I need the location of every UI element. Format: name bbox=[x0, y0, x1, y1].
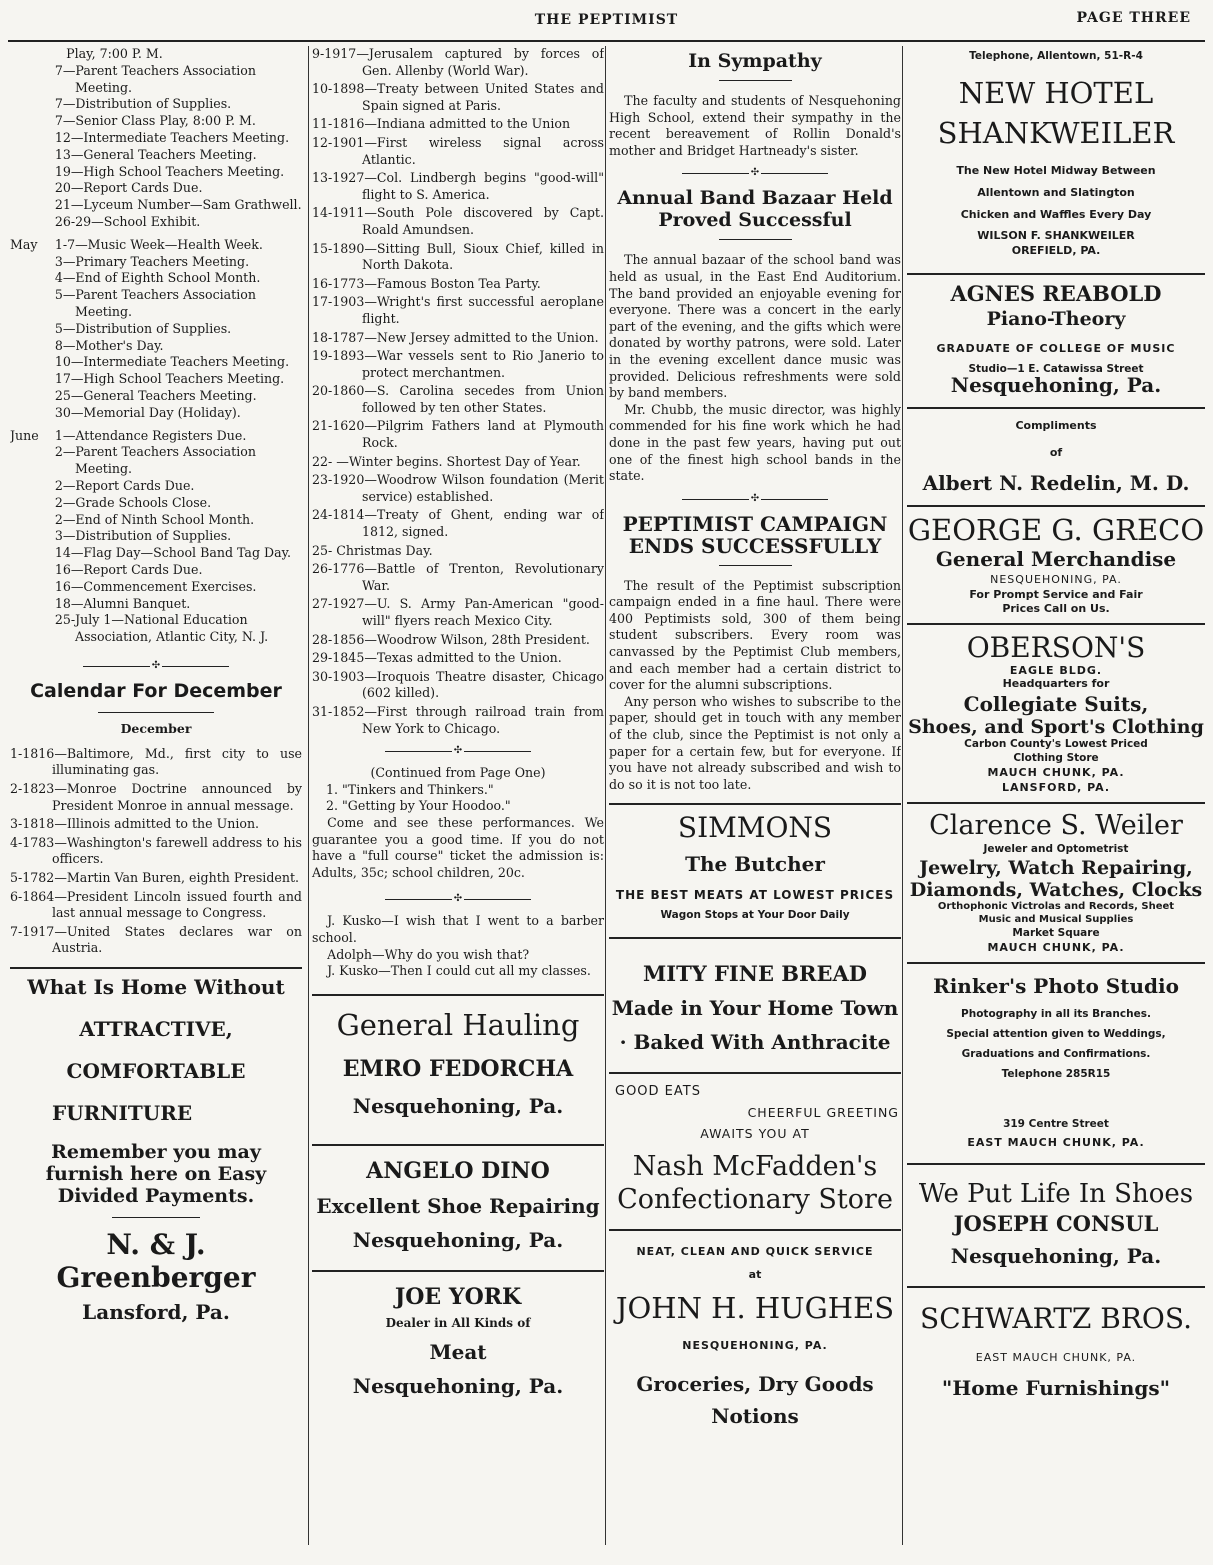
calendar-event: 25—General Teachers Meeting. bbox=[54, 387, 257, 403]
calendar-event: 1—Attendance Registers Due. bbox=[54, 427, 247, 443]
calendar-month bbox=[10, 321, 46, 338]
calendar-entry bbox=[10, 388, 302, 405]
page-header bbox=[8, 0, 1205, 42]
calendar-event: 20—Report Cards Due. bbox=[54, 180, 203, 196]
calendar-entry bbox=[10, 147, 302, 164]
paragraph: The result of the Peptimist subscription campaign ended in a fine haul. There were 400 Peptimists sold, 300 of them being student subscribers. Every room was canvassed by the Peptimist Club members, and each member had a certain district to cover for the alumni subscriptions. bbox=[609, 577, 901, 693]
ad-line: at bbox=[748, 1268, 762, 1282]
calendar-month bbox=[10, 612, 46, 646]
divider bbox=[312, 994, 604, 996]
ad-business-name: Albert N. Redelin, M. D. bbox=[922, 471, 1190, 495]
divider bbox=[609, 937, 901, 939]
calendar-entry bbox=[10, 130, 302, 147]
divider bbox=[907, 962, 1205, 964]
divider bbox=[719, 239, 792, 240]
history-entry: 1-1816—Baltimore, Md., first city to use illuminating gas. bbox=[10, 745, 302, 778]
calendar-event: 25-July 1—National Education Association, Atlantic City, N. J. bbox=[54, 612, 269, 645]
ad-line: GRADUATE OF COLLEGE OF MUSIC bbox=[936, 342, 1176, 355]
divider bbox=[609, 803, 901, 805]
ad-line: Telephone 285R15 bbox=[1001, 1068, 1111, 1080]
calendar-entry bbox=[10, 579, 302, 596]
ad-business-name: JOSEPH CONSUL bbox=[953, 1211, 1159, 1236]
divider bbox=[907, 273, 1205, 275]
ad-line: Nesquehoning, Pa. bbox=[950, 373, 1162, 397]
paragraph: The faculty and students of Nesquehoning High School, extend their sympathy in the recent bereavement of Rollin Donald's mother and Bridget Hartneady's sister. bbox=[609, 93, 901, 158]
school-calendar-april bbox=[10, 46, 302, 231]
calendar-event: 16—Commencement Exercises. bbox=[54, 578, 257, 594]
ad-line: Special attention given to Weddings, bbox=[946, 1028, 1166, 1040]
ad-line: 319 Centre Street bbox=[1003, 1118, 1109, 1130]
calendar-entry bbox=[10, 528, 302, 545]
ad-business-name: JOHN H. HUGHES bbox=[615, 1291, 895, 1326]
joke bbox=[312, 913, 604, 979]
ad-line: of bbox=[1049, 446, 1063, 459]
calendar-event: 5—Distribution of Supplies. bbox=[54, 320, 232, 336]
calendar-month bbox=[10, 46, 46, 63]
divider bbox=[907, 802, 1205, 804]
ad-line: General Merchandise bbox=[935, 547, 1177, 571]
history-entry: 5-1782—Martin Van Buren, eighth President. bbox=[10, 870, 300, 886]
calendar-month bbox=[10, 63, 46, 97]
calendar-event: 7—Senior Class Play, 8:00 P. M. bbox=[54, 113, 256, 129]
history-entry: 20-1860—S. Carolina secedes from Union followed by ten other States. bbox=[312, 383, 604, 415]
calendar-entry bbox=[10, 545, 302, 562]
divider bbox=[907, 623, 1205, 625]
continued-head: (Continued from Page One) bbox=[370, 765, 546, 781]
ad-line: Shoes, and Sport's Clothing bbox=[908, 716, 1204, 738]
history-entry: 26-1776—Battle of Trenton, Revolutionary War. bbox=[312, 561, 604, 593]
calendar-entry bbox=[10, 254, 302, 271]
ad-business-name: MITY FINE BREAD bbox=[643, 961, 867, 987]
ad-fedorcha bbox=[312, 1008, 604, 1118]
history-entry: 13-1927—Col. Lindbergh begins "good-will" flight to S. America. bbox=[312, 170, 604, 202]
paragraph: Come and see these performances. We guarantee you a good time. If you do not have a "full course" ticket the admission is: Adults, 35c; school children, 20c. bbox=[312, 814, 604, 880]
ad-line: Carbon County's Lowest Priced bbox=[964, 738, 1148, 750]
ad-business-name: JOE YORK bbox=[394, 1283, 522, 1310]
calendar-month bbox=[10, 512, 46, 529]
calendar-event: 2—Parent Teachers Association Meeting. bbox=[54, 444, 256, 477]
ad-line: Nesquehoning, Pa. bbox=[352, 1227, 564, 1252]
calendar-entry bbox=[10, 237, 302, 254]
calendar-event: 4—End of Eighth School Month. bbox=[54, 270, 261, 286]
article-campaign bbox=[609, 513, 901, 794]
calendar-event: 12—Intermediate Teachers Meeting. bbox=[54, 129, 290, 145]
paragraph: Mr. Chubb, the music director, was highly commended for his fine work which he had done in the past few years, having put out one of the finest high school bands in the state. bbox=[609, 401, 901, 484]
divider bbox=[98, 712, 215, 713]
calendar-event: 3—Distribution of Supplies. bbox=[54, 528, 232, 544]
divider bbox=[907, 407, 1205, 409]
calendar-month bbox=[10, 130, 46, 147]
calendar-event: 7—Parent Teachers Association Meeting. bbox=[54, 62, 256, 95]
history-entry: 23-1920—Woodrow Wilson foundation (Merit service) established. bbox=[312, 472, 604, 504]
calendar-entry bbox=[10, 180, 302, 197]
ad-line: Piano-Theory bbox=[986, 308, 1126, 330]
paragraph: J. Kusko—I wish that I went to a barber school. bbox=[312, 913, 604, 945]
ad-greco bbox=[907, 513, 1205, 615]
calendar-event: 7—Distribution of Supplies. bbox=[54, 96, 232, 112]
column-3 bbox=[605, 46, 901, 1545]
history-entry: 14-1911—South Pole discovered by Capt. Roald Amundsen. bbox=[312, 205, 604, 237]
calendar-month bbox=[10, 214, 46, 231]
text-line: 1. "Tinkers and Thinkers." bbox=[326, 781, 494, 797]
ad-line: Lansford, Pa. bbox=[82, 1300, 230, 1325]
ad-slogan: We Put Life In Shoes bbox=[918, 1179, 1194, 1209]
calendar-event: 2—End of Ninth School Month. bbox=[54, 511, 255, 527]
ad-greenberger bbox=[10, 975, 302, 1324]
ad-line: Jewelry, Watch Repairing, bbox=[919, 857, 1193, 879]
calendar-event: 21—Lyceum Number—Sam Grathwell. bbox=[54, 197, 302, 213]
calendar-event: 2—Grade Schools Close. bbox=[54, 494, 212, 510]
calendar-month bbox=[10, 164, 46, 181]
ad-bread bbox=[609, 961, 901, 1054]
calendar-entry bbox=[10, 197, 302, 214]
ad-line: Graduations and Confirmations. bbox=[961, 1048, 1151, 1060]
ad-rinker bbox=[907, 974, 1205, 1149]
ad-line: LANSFORD, PA. bbox=[1001, 781, 1111, 794]
december-history-list bbox=[10, 746, 302, 957]
calendar-entry bbox=[10, 321, 302, 338]
calendar-month bbox=[10, 113, 46, 130]
calendar-event: 5—Parent Teachers Association Meeting. bbox=[54, 287, 256, 319]
ad-business-name: Nash McFadden's bbox=[632, 1151, 878, 1183]
ad-business-name: Clarence S. Weiler bbox=[929, 810, 1183, 841]
ad-york bbox=[312, 1284, 604, 1398]
ad-line: AWAITS YOU AT bbox=[700, 1126, 810, 1142]
ad-business-name: GEORGE G. GRECO bbox=[907, 513, 1205, 547]
ad-line: Remember you may furnish here on Easy Divided Payments. bbox=[45, 1141, 267, 1208]
school-calendar-june bbox=[10, 428, 302, 646]
column-4 bbox=[902, 46, 1205, 1545]
history-entry: 31-1852—First through railroad train from New York to Chicago. bbox=[312, 703, 604, 736]
calendar-entry bbox=[10, 63, 302, 97]
calendar-event: 13—General Teachers Meeting. bbox=[54, 146, 257, 162]
divider bbox=[10, 967, 302, 969]
history-entry: 16-1773—Famous Boston Tea Party. bbox=[312, 275, 541, 291]
calendar-entry bbox=[10, 338, 302, 355]
calendar-month bbox=[10, 180, 46, 197]
calendar-event: 10—Intermediate Teachers Meeting. bbox=[54, 354, 290, 370]
column-2 bbox=[308, 46, 604, 1545]
divider bbox=[112, 1217, 200, 1218]
history-entry: 10-1898—Treaty between United States and Spain signed at Paris. bbox=[312, 81, 604, 113]
calendar-entry bbox=[10, 46, 302, 63]
ad-line: The Butcher bbox=[685, 852, 825, 877]
ad-line: NESQUEHONING, PA. bbox=[990, 573, 1122, 586]
ad-line: GOOD EATS bbox=[615, 1084, 701, 1100]
calendar-month bbox=[10, 545, 46, 562]
divider bbox=[907, 505, 1205, 507]
calendar-event: 1-7—Music Week—Health Week. bbox=[54, 236, 263, 252]
history-entry: 12-1901—First wireless signal across Atlantic. bbox=[312, 134, 604, 167]
calendar-event: 16—Report Cards Due. bbox=[54, 561, 203, 577]
calendar-month bbox=[10, 388, 46, 405]
history-entry: 15-1890—Sitting Bull, Sioux Chief, killed in North Dakota. bbox=[312, 240, 604, 273]
calendar-entry bbox=[10, 214, 302, 231]
ad-line: Wagon Stops at Your Door Daily bbox=[660, 909, 850, 922]
ad-line: The New Hotel Midway Between bbox=[956, 164, 1156, 177]
calendar-event: 14—Flag Day—School Band Tag Day. bbox=[54, 545, 292, 561]
ad-line: Excellent Shoe Repairing bbox=[316, 1193, 600, 1218]
ad-line: Market Square bbox=[1012, 927, 1100, 939]
calendar-entry bbox=[10, 405, 302, 422]
history-entry: 3-1818—Illinois admitted to the Union. bbox=[10, 816, 260, 832]
ad-business-name: AGNES REABOLD bbox=[950, 281, 1162, 306]
ad-line: Compliments bbox=[1015, 419, 1097, 432]
divider bbox=[609, 1072, 901, 1074]
calendar-month bbox=[10, 495, 46, 512]
ad-line: NEAT, CLEAN AND QUICK SERVICE bbox=[636, 1245, 874, 1259]
calendar-month bbox=[10, 338, 46, 355]
calendar-month: May bbox=[10, 236, 38, 252]
history-entry: 24-1814—Treaty of Ghent, ending war of 1812, signed. bbox=[312, 507, 604, 540]
ad-business-name: N. & J. Greenberger bbox=[56, 1228, 256, 1295]
ad-business-name: SCHWARTZ BROS. bbox=[920, 1302, 1192, 1335]
calendar-month bbox=[10, 287, 46, 321]
ad-business-name: SHANKWEILER bbox=[937, 116, 1175, 150]
history-entry: 11-1816—Indiana admitted to the Union bbox=[312, 116, 571, 132]
ad-slogan: "Home Furnishings" bbox=[941, 1376, 1171, 1400]
ad-line: WILSON F. SHANKWEILER bbox=[977, 229, 1135, 242]
calendar-entry bbox=[10, 354, 302, 371]
calendar-month bbox=[10, 405, 46, 422]
calendar-month bbox=[10, 579, 46, 596]
divider bbox=[312, 1270, 604, 1272]
ad-oberson bbox=[907, 631, 1205, 794]
ad-reabold bbox=[907, 281, 1205, 397]
calendar-month bbox=[10, 197, 46, 214]
calendar-event: 2—Report Cards Due. bbox=[54, 477, 195, 493]
calendar-entry bbox=[10, 444, 302, 478]
ad-line: Allentown and Slatington bbox=[977, 186, 1135, 199]
calendar-event: Play, 7:00 P. M. bbox=[66, 46, 163, 61]
calendar-entry bbox=[10, 596, 302, 613]
ad-schwartz bbox=[907, 1302, 1205, 1400]
ad-line: Telephone, Allentown, 51-R-4 bbox=[969, 50, 1143, 62]
ad-line: Confectionary Store bbox=[617, 1184, 893, 1216]
history-entry: 30-1903—Iroquois Theatre disaster, Chicago (602 killed). bbox=[312, 668, 604, 701]
calendar-month bbox=[10, 371, 46, 388]
calendar-month bbox=[10, 254, 46, 271]
december-subhead: December bbox=[120, 720, 192, 736]
ad-line: Meat bbox=[429, 1339, 487, 1364]
paragraph: Adolph—Why do you wish that? bbox=[327, 946, 530, 962]
ad-line: COMFORTABLE bbox=[66, 1059, 246, 1084]
calendar-event: 17—High School Teachers Meeting. bbox=[54, 371, 285, 387]
history-entry: 7-1917—United States declares war on Austria. bbox=[10, 923, 302, 956]
ad-line: MAUCH CHUNK, PA. bbox=[987, 941, 1125, 954]
calendar-month bbox=[10, 270, 46, 287]
ad-line: Photography in all its Branches. bbox=[961, 1008, 1151, 1020]
ad-shankweiler bbox=[907, 50, 1205, 257]
calendar-event: 18—Alumni Banquet. bbox=[54, 595, 191, 611]
december-calendar-title: Calendar For December bbox=[30, 679, 282, 702]
ad-line: Clothing Store bbox=[1013, 752, 1099, 764]
calendar-month bbox=[10, 562, 46, 579]
ad-line: EAST MAUCH CHUNK, PA. bbox=[975, 1351, 1137, 1364]
calendar-entry bbox=[10, 270, 302, 287]
ad-line: ATTRACTIVE, bbox=[79, 1017, 233, 1042]
ad-line: FURNITURE bbox=[52, 1101, 193, 1126]
divider bbox=[907, 1163, 1205, 1165]
ad-line: Nesquehoning, Pa. bbox=[352, 1373, 564, 1398]
ad-redelin bbox=[907, 419, 1205, 495]
calendar-entry bbox=[10, 512, 302, 529]
history-entry: 25- Christmas Day. bbox=[312, 542, 433, 558]
calendar-entry bbox=[10, 495, 302, 512]
history-entry: 22- —Winter begins. Shortest Day of Year. bbox=[312, 453, 581, 469]
ad-line: Music and Musical Supplies bbox=[978, 914, 1134, 925]
ad-line: THE BEST MEATS AT LOWEST PRICES bbox=[615, 888, 895, 903]
ad-line: Dealer in All Kinds of bbox=[385, 1315, 531, 1330]
ad-consul bbox=[907, 1179, 1205, 1268]
ad-line: Made in Your Home Town bbox=[611, 996, 899, 1021]
history-entry: 27-1927—U. S. Army Pan-American "good-will" flyers reach Mexico City. bbox=[312, 596, 604, 628]
calendar-entry bbox=[10, 478, 302, 495]
article-headline: PEPTIMIST CAMPAIGN ENDS SUCCESSFULLY bbox=[622, 511, 888, 558]
history-entry: 9-1917—Jerusalem captured by forces of Gen. Allenby (World War). bbox=[312, 46, 604, 78]
calendar-event: 26-29—School Exhibit. bbox=[54, 213, 201, 229]
paragraph: Any person who wishes to subscribe to the paper, should get in touch with any member of the club, since the Peptimist is not only a paper for a certain few, but for everyone. If you have not already subscribed and wish to do so it is not too late. bbox=[609, 693, 901, 792]
calendar-month bbox=[10, 596, 46, 613]
calendar-month bbox=[10, 444, 46, 478]
ad-line: Jeweler and Optometrist bbox=[983, 843, 1129, 855]
ad-line: Nesquehoning, Pa. bbox=[950, 1244, 1162, 1268]
ad-line: Studio—1 E. Catawissa Street bbox=[968, 363, 1144, 375]
history-entry: 2-1823—Monroe Doctrine announced by President Monroe in annual message. bbox=[10, 781, 302, 813]
calendar-event: 30—Memorial Day (Holiday). bbox=[54, 404, 241, 420]
december-history-continued bbox=[312, 46, 604, 737]
history-entry: 28-1856—Woodrow Wilson, 28th President. bbox=[312, 631, 590, 647]
ad-business-name: OBERSON'S bbox=[966, 631, 1146, 664]
ad-business-name: NEW HOTEL bbox=[958, 76, 1154, 110]
ad-business-type: General Hauling bbox=[336, 1007, 580, 1042]
ad-line: For Prompt Service and Fair bbox=[969, 588, 1143, 601]
column-1 bbox=[10, 46, 302, 1545]
calendar-month bbox=[10, 96, 46, 113]
calendar-entry bbox=[10, 428, 302, 445]
calendar-entry bbox=[10, 562, 302, 579]
ad-business-name: Rinker's Photo Studio bbox=[933, 974, 1179, 998]
calendar-entry bbox=[10, 113, 302, 130]
history-entry: 18-1787—New Jersey admitted to the Union. bbox=[312, 329, 599, 345]
divider: ✣ bbox=[10, 660, 302, 672]
ad-hughes bbox=[609, 1245, 901, 1428]
ad-line: Chicken and Waffles Every Day bbox=[960, 208, 1152, 221]
ad-line: NESQUEHONING, PA. bbox=[682, 1339, 828, 1353]
ad-line: Nesquehoning, Pa. bbox=[352, 1093, 564, 1118]
divider: ✣ bbox=[312, 893, 604, 905]
newspaper-title: THE PEPTIMIST bbox=[534, 12, 679, 28]
calendar-month bbox=[10, 528, 46, 545]
ad-line: Prices Call on Us. bbox=[1002, 602, 1110, 615]
calendar-month bbox=[10, 478, 46, 495]
calendar-month: June bbox=[10, 427, 39, 443]
history-entry: 4-1783—Washington's farewell address to his officers. bbox=[10, 834, 302, 867]
ad-line: EAGLE BLDG. bbox=[1009, 664, 1103, 677]
history-entry: 29-1845—Texas admitted to the Union. bbox=[312, 650, 562, 666]
calendar-event: 8—Mother's Day. bbox=[54, 337, 164, 353]
history-entry: 17-1903—Wright's first successful aeroplane flight. bbox=[312, 294, 604, 326]
paragraph: J. Kusko—Then I could cut all my classes. bbox=[327, 963, 591, 979]
ad-line: EAST MAUCH CHUNK, PA. bbox=[967, 1136, 1145, 1149]
ad-nash-mcfadden bbox=[609, 1084, 901, 1215]
calendar-event: 19—High School Teachers Meeting. bbox=[54, 163, 285, 179]
history-entry: 6-1864—President Lincoln issued fourth and last annual message to Congress. bbox=[10, 888, 302, 921]
calendar-entry bbox=[10, 164, 302, 181]
ad-line: Orthophonic Victrolas and Records, Sheet bbox=[937, 901, 1175, 912]
ad-dino bbox=[312, 1158, 604, 1252]
divider bbox=[719, 565, 792, 566]
history-entry: 19-1893—War vessels sent to Rio Janerio to protect merchantmen. bbox=[312, 348, 604, 380]
paragraph: The annual bazaar of the school band was held as usual, in the East End Auditorium. The band provided an enjoyable evening for everyone. There was a concert in the early part of the evening, and the gifts which were donated by worthy patrons, were sold. Later in the evening excellent dance music was provided. Delicious refreshments were sold by band members. bbox=[609, 252, 901, 401]
divider bbox=[312, 1144, 604, 1146]
ad-line: CHEERFUL GREETING bbox=[747, 1105, 899, 1121]
text-line: 2. "Getting by Your Hoodoo." bbox=[326, 798, 511, 814]
school-calendar-may bbox=[10, 237, 302, 422]
divider bbox=[719, 80, 792, 81]
divider: ✣ bbox=[609, 493, 901, 505]
ad-line: Diamonds, Watches, Clocks bbox=[909, 879, 1203, 901]
divider bbox=[907, 1286, 1205, 1288]
divider bbox=[609, 1229, 901, 1231]
calendar-entry bbox=[10, 96, 302, 113]
article-band-bazaar bbox=[609, 187, 901, 484]
ad-line: Groceries, Dry Goods bbox=[636, 1372, 874, 1397]
ad-business-name: SIMMONS bbox=[677, 811, 833, 845]
calendar-entry bbox=[10, 287, 302, 321]
article-headline: Annual Band Bazaar Held Proved Successful bbox=[617, 187, 893, 232]
divider: ✣ bbox=[312, 745, 604, 757]
divider: ✣ bbox=[609, 167, 901, 179]
calendar-event: 3—Primary Teachers Meeting. bbox=[54, 253, 250, 269]
ad-line: · Baked With Anthracite bbox=[619, 1030, 891, 1055]
ad-line: MAUCH CHUNK, PA. bbox=[987, 766, 1125, 779]
calendar-entry bbox=[10, 371, 302, 388]
page-number: PAGE THREE bbox=[1076, 10, 1191, 26]
history-entry: 21-1620—Pilgrim Fathers land at Plymouth Rock. bbox=[312, 418, 604, 451]
article-sympathy bbox=[609, 50, 901, 159]
ad-line: Headquarters for bbox=[1002, 677, 1110, 690]
article-headline: In Sympathy bbox=[688, 50, 822, 72]
ad-business-name: EMRO FEDORCHA bbox=[342, 1055, 574, 1082]
ad-business-name: ANGELO DINO bbox=[366, 1157, 550, 1184]
calendar-entry bbox=[10, 612, 302, 646]
ad-weiler bbox=[907, 810, 1205, 954]
ad-line: OREFIELD, PA. bbox=[1011, 244, 1101, 257]
ad-line: Collegiate Suits, bbox=[963, 692, 1149, 716]
calendar-month bbox=[10, 147, 46, 164]
ad-simmons bbox=[609, 811, 901, 921]
ad-line: What Is Home Without bbox=[27, 975, 285, 1000]
continued-article bbox=[312, 765, 604, 881]
calendar-month bbox=[10, 354, 46, 371]
ad-line: Notions bbox=[711, 1404, 799, 1429]
